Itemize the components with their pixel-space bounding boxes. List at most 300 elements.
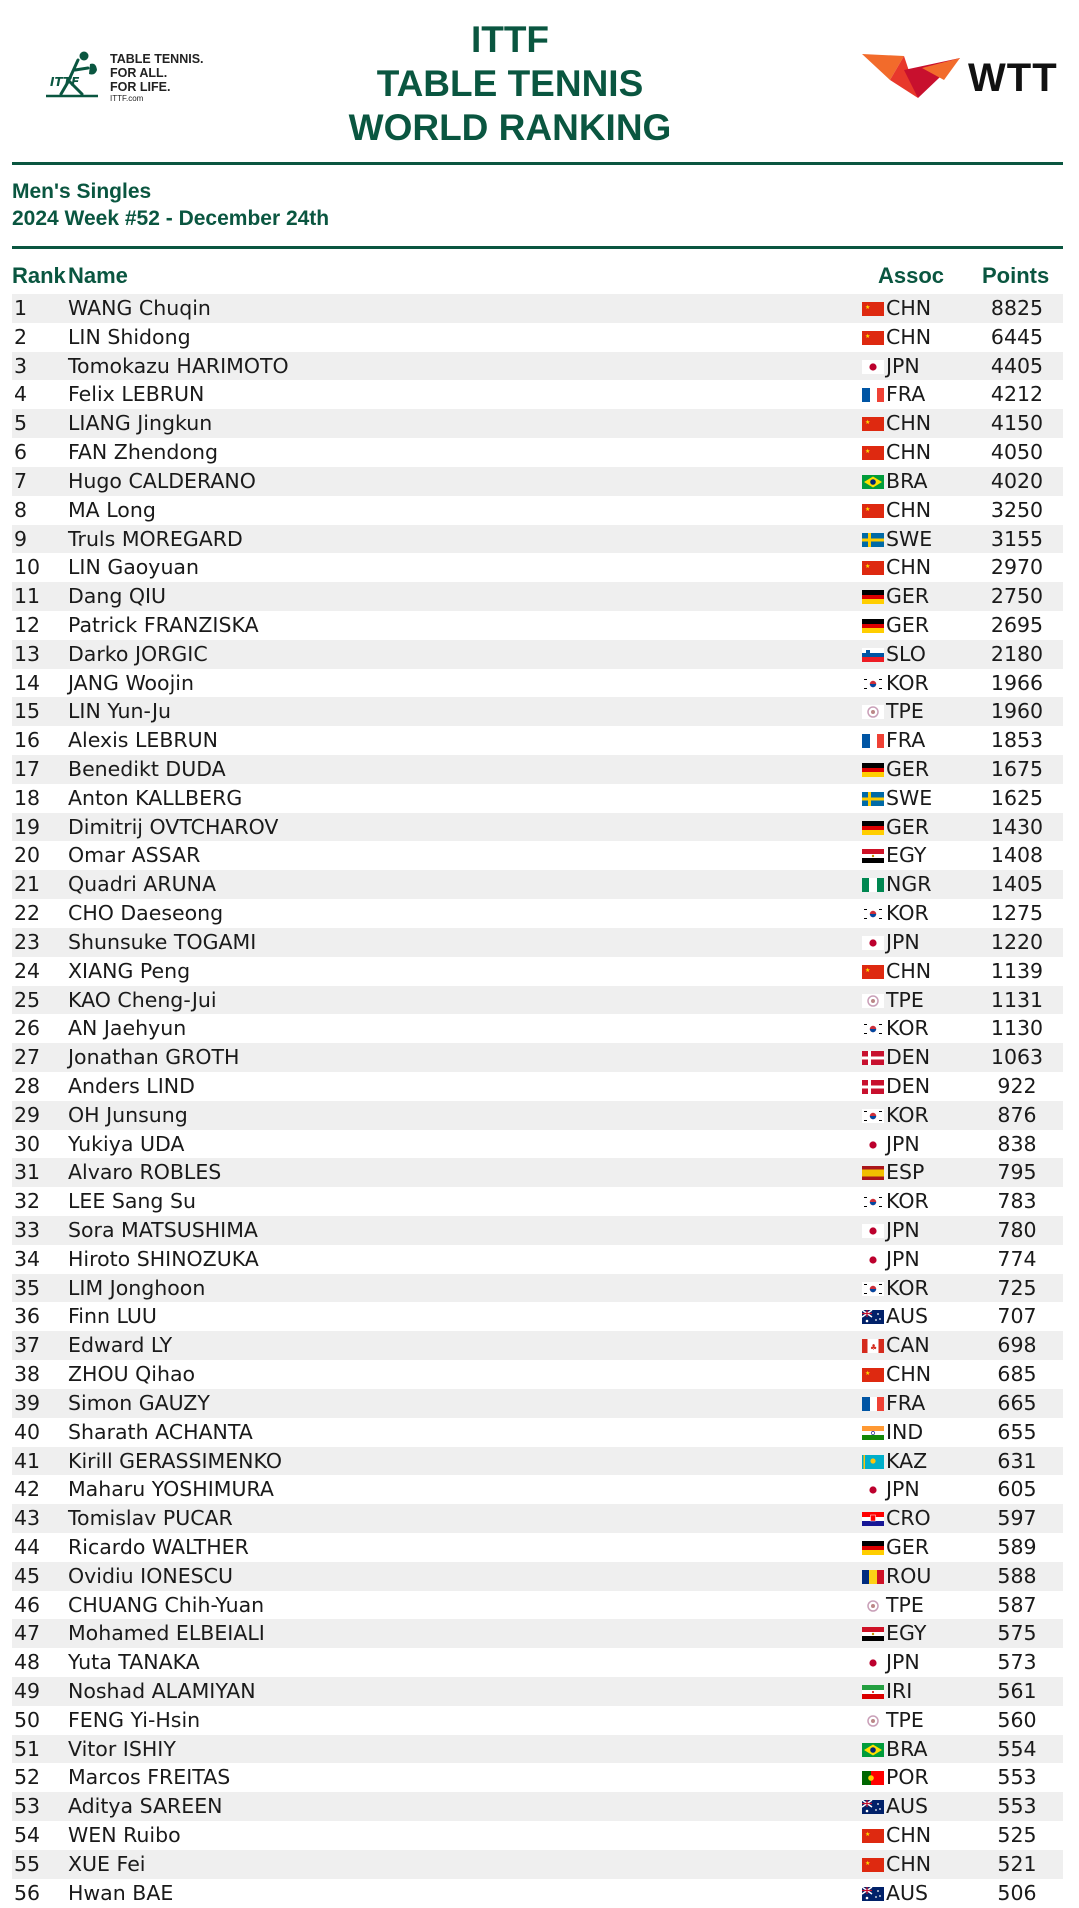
svg-text:♣: ♣: [870, 1343, 878, 1353]
assoc-cell: JPN: [886, 1650, 920, 1675]
assoc-cell: GER: [886, 584, 930, 609]
points-cell: 655: [997, 1419, 1037, 1444]
assoc-cell: IND: [886, 1419, 924, 1444]
table-row: [12, 1763, 1063, 1792]
flag-icon: [862, 965, 884, 979]
player-name-cell: Finn LUU: [68, 1304, 157, 1329]
assoc-cell: KAZ: [886, 1448, 928, 1473]
rank-cell: 18: [14, 785, 41, 810]
player-name-cell: AN Jaehyun: [68, 1016, 187, 1041]
table-row: [12, 928, 1063, 957]
assoc-cell: FRA: [886, 728, 926, 753]
table-row: [12, 1504, 1063, 1533]
flag-icon: [862, 705, 884, 719]
player-name-cell: FAN Zhendong: [68, 440, 218, 465]
points-cell: 1405: [990, 872, 1044, 897]
points-cell: 1853: [990, 728, 1044, 753]
table-row: [12, 352, 1063, 381]
points-cell: 2750: [990, 584, 1044, 609]
col-points: Points: [982, 263, 1050, 288]
points-cell: 1625: [990, 785, 1044, 810]
assoc-cell: GER: [886, 757, 930, 781]
table-row: [12, 1648, 1063, 1677]
rank-cell: 2: [14, 324, 28, 349]
rank-cell: 20: [14, 843, 41, 868]
player-name-cell: Jonathan GROTH: [68, 1045, 240, 1070]
flag-icon: [862, 1224, 884, 1238]
table-row: [12, 1706, 1063, 1735]
flag-icon: [862, 1714, 884, 1728]
flag-icon: [862, 1253, 884, 1267]
assoc-cell: ESP: [886, 1160, 925, 1185]
table-row: [12, 1101, 1063, 1130]
rank-cell: 48: [14, 1650, 41, 1675]
table-row: [12, 1418, 1063, 1447]
svg-text:★: ★: [865, 1831, 871, 1839]
flag-icon: [862, 1080, 884, 1094]
table-row: [12, 899, 1063, 928]
flag-icon: [862, 360, 884, 374]
points-cell: 2970: [990, 555, 1044, 580]
table-row: [12, 1619, 1063, 1648]
rank-cell: 3: [14, 353, 28, 378]
wtt-wordmark: WTT: [968, 56, 1058, 100]
rank-cell: 42: [14, 1477, 41, 1502]
player-name-cell: WANG Chuqin: [68, 296, 211, 320]
flag-icon: [862, 1022, 884, 1036]
assoc-cell: CAN: [886, 1333, 930, 1358]
rank-cell: 29: [14, 1102, 41, 1127]
table-row: [12, 525, 1063, 554]
player-name-cell: Anton KALLBERG: [68, 785, 243, 810]
table-row: [12, 1014, 1063, 1043]
assoc-cell: POR: [886, 1765, 929, 1790]
assoc-cell: TPE: [886, 1707, 924, 1732]
rank-cell: 8: [14, 497, 28, 522]
rank-cell: 52: [14, 1765, 41, 1790]
flag-icon: [862, 1887, 884, 1901]
assoc-cell: JPN: [886, 1218, 920, 1242]
player-name-cell: Dang QIU: [68, 584, 167, 609]
points-cell: 589: [997, 1534, 1037, 1559]
svg-text:★: ★: [865, 1859, 871, 1867]
flag-icon: [862, 763, 884, 777]
divider-top: [12, 162, 1063, 165]
assoc-cell: TPE: [886, 699, 924, 724]
svg-text:★: ★: [865, 304, 871, 311]
event-info: [12, 178, 329, 232]
assoc-cell: CHN: [886, 958, 932, 983]
assoc-cell: CHN: [886, 324, 932, 349]
player-name-cell: Dimitrij OVTCHAROV: [68, 814, 279, 839]
points-cell: 922: [997, 1073, 1037, 1098]
points-cell: 795: [997, 1160, 1037, 1185]
player-name-cell: Yukiya UDA: [68, 1131, 185, 1156]
assoc-cell: SLO: [886, 641, 926, 666]
table-row: [12, 1360, 1063, 1389]
assoc-cell: CHN: [886, 296, 932, 320]
table-row: [12, 1072, 1063, 1101]
svg-text:★: ★: [865, 966, 871, 974]
table-row: [12, 1245, 1063, 1274]
table-row: [12, 986, 1063, 1015]
player-name-cell: LIN Shidong: [68, 324, 191, 349]
player-name-cell: Shunsuke TOGAMI: [68, 929, 257, 954]
player-name-cell: MA Long: [68, 497, 156, 522]
player-name-cell: LIN Gaoyuan: [68, 555, 199, 580]
rank-cell: 49: [14, 1679, 41, 1703]
points-cell: 6445: [990, 324, 1044, 349]
flag-icon: [862, 331, 884, 345]
rank-cell: 28: [14, 1073, 41, 1098]
flag-icon: [862, 1397, 884, 1411]
table-row: [12, 323, 1063, 352]
svg-text:★: ★: [865, 332, 871, 340]
rank-cell: 45: [14, 1563, 41, 1588]
table-row: [12, 1216, 1063, 1245]
flag-icon: [862, 792, 884, 806]
player-name-cell: Tomislav PUCAR: [68, 1506, 233, 1531]
player-name-cell: Hiroto SHINOZUKA: [68, 1246, 259, 1271]
svg-text:ITTF: ITTF: [50, 75, 80, 89]
flag-icon: [862, 1339, 884, 1353]
flag-icon: [862, 1512, 884, 1526]
points-cell: 1675: [990, 757, 1044, 781]
rank-cell: 25: [14, 987, 41, 1012]
assoc-cell: GER: [886, 814, 930, 839]
points-cell: 506: [997, 1880, 1037, 1905]
points-cell: 1966: [990, 670, 1044, 695]
assoc-cell: JPN: [886, 1131, 920, 1156]
player-name-cell: Alvaro ROBLES: [68, 1160, 222, 1185]
svg-text:★: ★: [865, 505, 871, 513]
col-name: Name: [68, 263, 128, 288]
points-cell: 774: [997, 1246, 1037, 1271]
points-cell: 780: [997, 1218, 1037, 1242]
flag-icon: [862, 1858, 884, 1872]
points-cell: 525: [997, 1823, 1037, 1848]
points-cell: 876: [997, 1102, 1037, 1127]
rank-cell: 19: [14, 814, 41, 839]
col-assoc: Assoc: [878, 263, 945, 288]
table-row: [12, 669, 1063, 698]
assoc-cell: EGY: [886, 843, 927, 868]
table-row: [12, 467, 1063, 496]
player-name-cell: Ovidiu IONESCU: [68, 1563, 233, 1588]
table-row: [12, 438, 1063, 467]
player-name-cell: KAO Cheng-Jui: [68, 987, 217, 1012]
points-cell: 587: [997, 1592, 1037, 1617]
flag-icon: [862, 504, 884, 518]
table-row: [12, 1677, 1063, 1706]
flag-icon: [862, 1109, 884, 1123]
assoc-cell: TPE: [886, 1592, 924, 1617]
points-cell: 4150: [990, 411, 1044, 436]
assoc-cell: SWE: [886, 785, 933, 810]
assoc-cell: BRA: [886, 1736, 928, 1761]
flag-icon: [862, 677, 884, 691]
rank-cell: 11: [14, 584, 41, 609]
rank-cell: 39: [14, 1390, 41, 1415]
flag-icon: [862, 1685, 884, 1699]
points-cell: 2695: [990, 612, 1044, 637]
points-cell: 4050: [990, 440, 1044, 465]
player-name-cell: Tomokazu HARIMOTO: [68, 353, 289, 378]
table-row: [12, 841, 1063, 870]
rank-cell: 38: [14, 1362, 41, 1387]
points-cell: 588: [997, 1563, 1037, 1588]
player-name-cell: Hugo CALDERANO: [68, 468, 256, 493]
col-rank: Rank: [12, 263, 66, 288]
svg-text:★: ★: [865, 419, 871, 427]
flag-icon: [862, 446, 884, 460]
rank-cell: 4: [14, 382, 28, 407]
player-name-cell: Edward LY: [68, 1333, 173, 1358]
assoc-cell: KOR: [886, 901, 929, 926]
player-name-cell: Patrick FRANZISKA: [68, 612, 259, 637]
assoc-cell: TPE: [886, 987, 924, 1012]
rank-cell: 7: [14, 468, 28, 493]
player-name-cell: Anders LIND: [68, 1073, 195, 1098]
assoc-cell: AUS: [886, 1304, 929, 1329]
flag-icon: [862, 907, 884, 921]
rank-cell: 26: [14, 1016, 41, 1041]
points-cell: 605: [997, 1477, 1037, 1502]
flag-icon: [862, 734, 884, 748]
assoc-cell: KOR: [886, 1275, 929, 1300]
assoc-cell: CHN: [886, 1851, 932, 1876]
points-cell: 3155: [990, 526, 1044, 551]
rank-cell: 23: [14, 929, 41, 954]
rank-cell: 13: [14, 641, 41, 666]
points-cell: 2180: [990, 641, 1044, 666]
rank-cell: 21: [14, 872, 41, 897]
points-cell: 665: [997, 1390, 1037, 1415]
flag-icon: [862, 1195, 884, 1209]
rank-cell: 31: [14, 1160, 41, 1185]
flag-icon: [862, 1743, 884, 1757]
player-name-cell: Omar ASSAR: [68, 843, 201, 868]
rank-cell: 14: [14, 670, 41, 695]
page-header: [0, 0, 1079, 160]
ranking-table: [12, 294, 1063, 1908]
rank-cell: 37: [14, 1333, 41, 1358]
flag-icon: [862, 1570, 884, 1584]
flag-icon: [862, 849, 884, 863]
table-row: [12, 1879, 1063, 1908]
table-row: [12, 553, 1063, 582]
points-cell: 1960: [990, 699, 1044, 724]
assoc-cell: CHN: [886, 411, 932, 436]
player-name-cell: Benedikt DUDA: [68, 757, 226, 781]
points-cell: 597: [997, 1506, 1037, 1531]
rank-cell: 12: [14, 612, 41, 637]
assoc-cell: GER: [886, 612, 930, 637]
divider-bottom: [12, 246, 1063, 249]
player-name-cell: Maharu YOSHIMURA: [68, 1477, 274, 1502]
table-row: [12, 1158, 1063, 1187]
svg-text:★: ★: [865, 1370, 871, 1378]
player-name-cell: Yuta TANAKA: [68, 1650, 200, 1675]
player-name-cell: Truls MOREGARD: [68, 526, 243, 551]
rank-cell: 15: [14, 699, 41, 724]
player-name-cell: FENG Yi-Hsin: [68, 1707, 201, 1732]
table-row: [12, 1562, 1063, 1591]
points-cell: 553: [997, 1765, 1037, 1790]
points-cell: 573: [997, 1650, 1037, 1675]
assoc-cell: KOR: [886, 1189, 929, 1214]
assoc-cell: CHN: [886, 1823, 932, 1848]
points-cell: 1430: [990, 814, 1044, 839]
points-cell: 4405: [990, 353, 1044, 378]
assoc-cell: KOR: [886, 1016, 929, 1041]
flag-icon: [862, 994, 884, 1008]
player-name-cell: Aditya SAREEN: [68, 1794, 223, 1819]
table-row: [12, 1821, 1063, 1850]
event-category: Men's Singles: [12, 180, 152, 203]
flag-icon: [862, 1426, 884, 1440]
table-row: [12, 1187, 1063, 1216]
player-name-cell: Alexis LEBRUN: [68, 728, 219, 753]
assoc-cell: JPN: [886, 353, 920, 378]
player-name-cell: OH Junsung: [68, 1102, 188, 1127]
rank-cell: 35: [14, 1275, 41, 1300]
player-name-cell: Vitor ISHIY: [68, 1736, 176, 1761]
rank-cell: 6: [14, 440, 28, 465]
flag-icon: [862, 475, 884, 489]
points-cell: 3250: [990, 497, 1044, 522]
player-name-cell: LEE Sang Su: [68, 1189, 196, 1214]
points-cell: 1275: [990, 901, 1044, 926]
flag-icon: [862, 388, 884, 402]
player-name-cell: Sora MATSUSHIMA: [68, 1218, 258, 1242]
flag-icon: [862, 417, 884, 431]
assoc-cell: JPN: [886, 929, 920, 954]
flag-icon: [862, 561, 884, 575]
rank-cell: 40: [14, 1419, 41, 1444]
table-row: [12, 726, 1063, 755]
table-row: [12, 294, 1063, 323]
table-row: [12, 1389, 1063, 1418]
assoc-cell: FRA: [886, 382, 926, 407]
points-cell: 553: [997, 1794, 1037, 1819]
svg-text:★: ★: [865, 563, 871, 571]
flag-icon: [862, 648, 884, 662]
table-header: [12, 263, 1063, 293]
flag-icon: [862, 1599, 884, 1613]
player-name-cell: WEN Ruibo: [68, 1823, 181, 1848]
rank-cell: 27: [14, 1045, 41, 1070]
table-row: [12, 697, 1063, 726]
wtt-logo: [860, 50, 1070, 102]
points-cell: 560: [997, 1707, 1037, 1732]
ittf-emblem-icon: [44, 48, 100, 104]
page-title: ITTF TABLE TENNIS WORLD RANKING: [348, 19, 672, 148]
assoc-cell: IRI: [886, 1679, 913, 1703]
player-name-cell: Quadri ARUNA: [68, 872, 216, 897]
assoc-cell: JPN: [886, 1477, 920, 1502]
table-row: [12, 496, 1063, 525]
table-row: [12, 1533, 1063, 1562]
assoc-cell: CHN: [886, 440, 932, 465]
assoc-cell: CHN: [886, 1362, 932, 1387]
points-cell: 521: [997, 1851, 1037, 1876]
player-name-cell: Hwan BAE: [68, 1880, 174, 1905]
rank-cell: 41: [14, 1448, 41, 1473]
points-cell: 4020: [990, 468, 1044, 493]
player-name-cell: LIN Yun-Ju: [68, 699, 172, 724]
player-name-cell: Ricardo WALTHER: [68, 1534, 249, 1559]
table-row: [12, 1850, 1063, 1879]
points-cell: 1408: [990, 843, 1044, 868]
points-cell: 1131: [990, 987, 1044, 1012]
points-cell: 554: [997, 1736, 1037, 1761]
ittf-url: ITTF.com: [110, 94, 144, 103]
rank-cell: 9: [14, 526, 28, 551]
flag-icon: [862, 1138, 884, 1152]
flag-icon: [862, 1483, 884, 1497]
table-row: [12, 957, 1063, 986]
rank-cell: 56: [14, 1880, 41, 1905]
points-cell: 783: [997, 1189, 1037, 1214]
table-row: [12, 1274, 1063, 1303]
flag-icon: [862, 878, 884, 892]
player-name-cell: XIANG Peng: [68, 958, 191, 983]
table-row: [12, 582, 1063, 611]
assoc-cell: GER: [886, 1534, 930, 1559]
rank-cell: 32: [14, 1189, 41, 1214]
assoc-cell: AUS: [886, 1880, 929, 1905]
player-name-cell: Mohamed ELBEIALI: [68, 1621, 265, 1646]
flag-icon: [862, 1771, 884, 1785]
flag-icon: [862, 302, 884, 316]
assoc-cell: CRO: [886, 1506, 931, 1531]
points-cell: 838: [997, 1131, 1037, 1156]
table-row: [12, 784, 1063, 813]
flag-icon: [862, 1166, 884, 1180]
rank-cell: 43: [14, 1506, 41, 1531]
rank-cell: 10: [14, 555, 41, 580]
player-name-cell: LIM Jonghoon: [68, 1275, 206, 1300]
flag-icon: [862, 1310, 884, 1324]
rank-cell: 36: [14, 1304, 41, 1329]
event-week: 2024 Week #52 - December 24th: [12, 207, 330, 230]
rank-cell: 22: [14, 901, 41, 926]
player-name-cell: CHUANG Chih-Yuan: [68, 1592, 265, 1617]
player-name-cell: JANG Woojin: [68, 670, 194, 695]
table-row: [12, 1475, 1063, 1504]
table-row: [12, 1447, 1063, 1476]
rank-cell: 24: [14, 958, 41, 983]
table-row: [12, 1591, 1063, 1620]
player-name-cell: Noshad ALAMIYAN: [68, 1679, 256, 1703]
table-row: [12, 409, 1063, 438]
rank-cell: 16: [14, 728, 41, 753]
rank-cell: 30: [14, 1131, 41, 1156]
assoc-cell: NGR: [886, 872, 932, 897]
points-cell: 575: [997, 1621, 1037, 1646]
rank-cell: 53: [14, 1794, 41, 1819]
points-cell: 631: [997, 1448, 1037, 1473]
table-row: [12, 1130, 1063, 1159]
player-name-cell: Simon GAUZY: [68, 1390, 210, 1415]
rank-cell: 44: [14, 1534, 41, 1559]
rank-cell: 17: [14, 757, 41, 781]
flag-icon: [862, 619, 884, 633]
rank-cell: 5: [14, 411, 28, 436]
assoc-cell: BRA: [886, 468, 928, 493]
flag-icon: [862, 1282, 884, 1296]
